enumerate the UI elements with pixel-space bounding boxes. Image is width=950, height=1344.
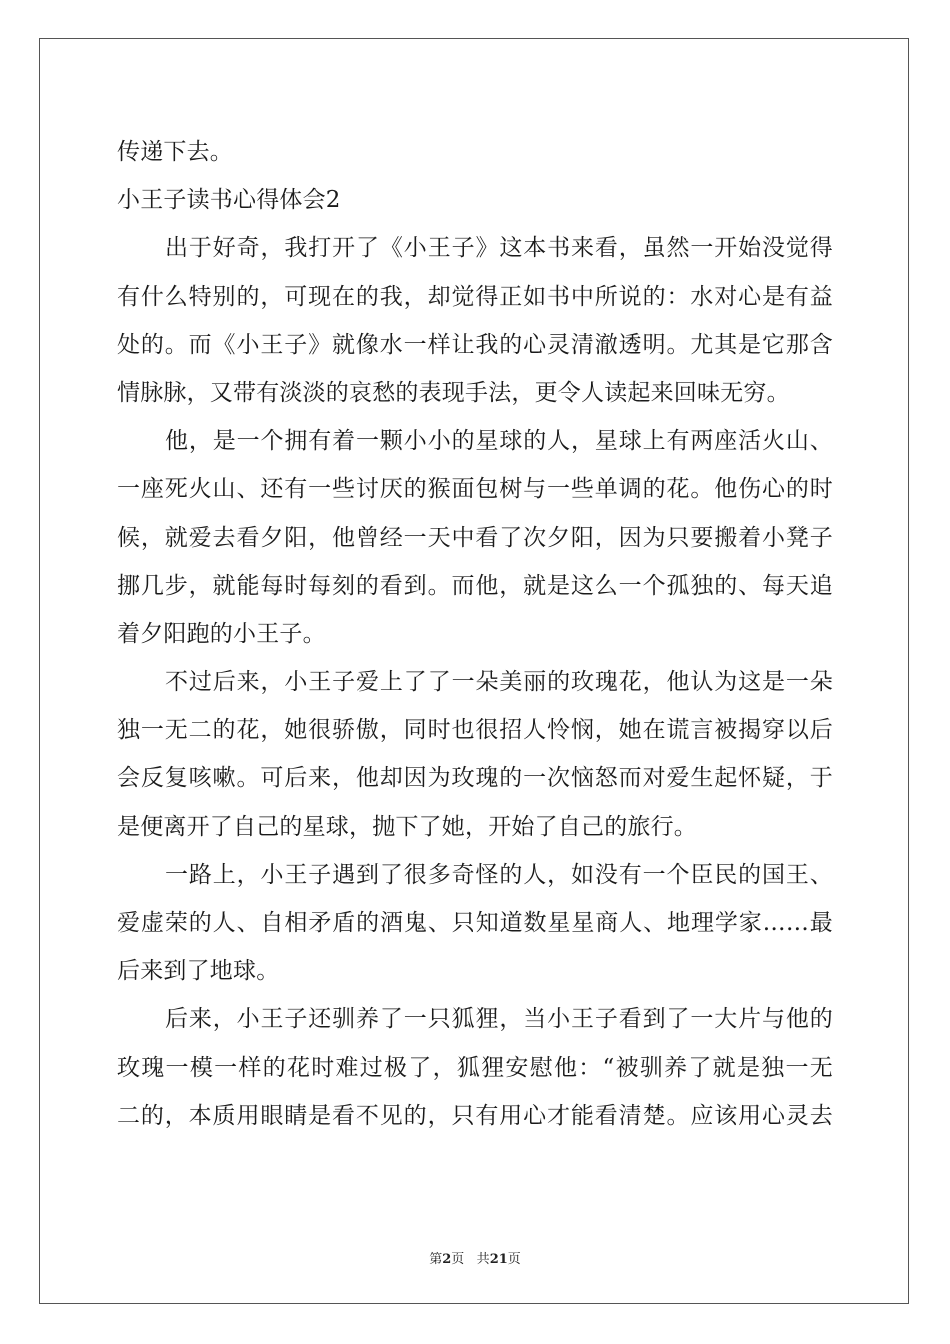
text-line: 二的，本质用眼睛是看不见的，只有用心才能看清楚。应该用心灵去 (117, 1102, 833, 1129)
text-line: 有什么特别的，可现在的我，却觉得正如书中所说的：水对心是有益 (117, 283, 833, 310)
footer-page-prefix: 第 (429, 1252, 443, 1267)
footer-total-suffix: 页 (507, 1252, 521, 1267)
footer-total-number: 21 (489, 1252, 508, 1267)
text-line: 处的。而《小王子》就像水一样让我的心灵清澈透明。尤其是它那含 (117, 331, 833, 358)
text-line: 候，就爱去看夕阳，他曾经一天中看了次夕阳，因为只要搬着小凳子 (117, 524, 833, 551)
footer-total-prefix: 共 (476, 1252, 490, 1267)
text-line: 一路上，小王子遇到了很多奇怪的人，如没有一个臣民的国王、 (165, 861, 833, 888)
text-line: 会反复咳嗽。可后来，他却因为玫瑰的一次恼怒而对爱生起怀疑，于 (117, 765, 833, 792)
footer-page-suffix: 页 (451, 1252, 465, 1267)
text-line: 后来，小王子还驯养了一只狐狸，当小王子看到了一大片与他的 (165, 1006, 833, 1033)
text-line: 后来到了地球。 (117, 958, 280, 985)
text-line: 传递下去。 (117, 139, 233, 165)
text-line: 玫瑰一模一样的花时难过极了，狐狸安慰他：“被驯养了就是独一无 (117, 1054, 833, 1081)
document-body (117, 128, 833, 1140)
footer-page-number: 2 (442, 1252, 452, 1267)
text-line: 出于好奇，我打开了《小王子》这本书来看，虽然一开始没觉得 (165, 235, 833, 262)
text-line: 挪几步，就能每时每刻的看到。而他，就是这么一个孤独的、每天追 (117, 572, 833, 599)
text-line: 爱虚荣的人、自相矛盾的酒鬼、只知道数星星商人、地理学家……最 (117, 910, 833, 936)
text-line: 是便离开了自己的星球，抛下了她，开始了自己的旅行。 (117, 813, 697, 840)
text-line: 不过后来，小王子爱上了了一朵美丽的玫瑰花，他认为这是一朵 (165, 669, 833, 696)
text-line: 独一无二的花，她很骄傲，同时也很招人怜悯，她在谎言被揭穿以后 (117, 717, 833, 744)
text-line: 着夕阳跑的小王子。 (117, 620, 326, 647)
text-line: 一座死火山、还有一些讨厌的猴面包树与一些单调的花。他伤心的时 (117, 476, 833, 503)
text-line: 情脉脉，又带有淡淡的哀愁的表现手法，更令人读起来回味无穷。 (117, 379, 790, 406)
text-line: 小王子读书心得体会2 (117, 187, 341, 214)
text-line: 他，是一个拥有着一颗小小的星球的人，星球上有两座活火山、 (165, 428, 833, 455)
page-footer (0, 1248, 950, 1267)
